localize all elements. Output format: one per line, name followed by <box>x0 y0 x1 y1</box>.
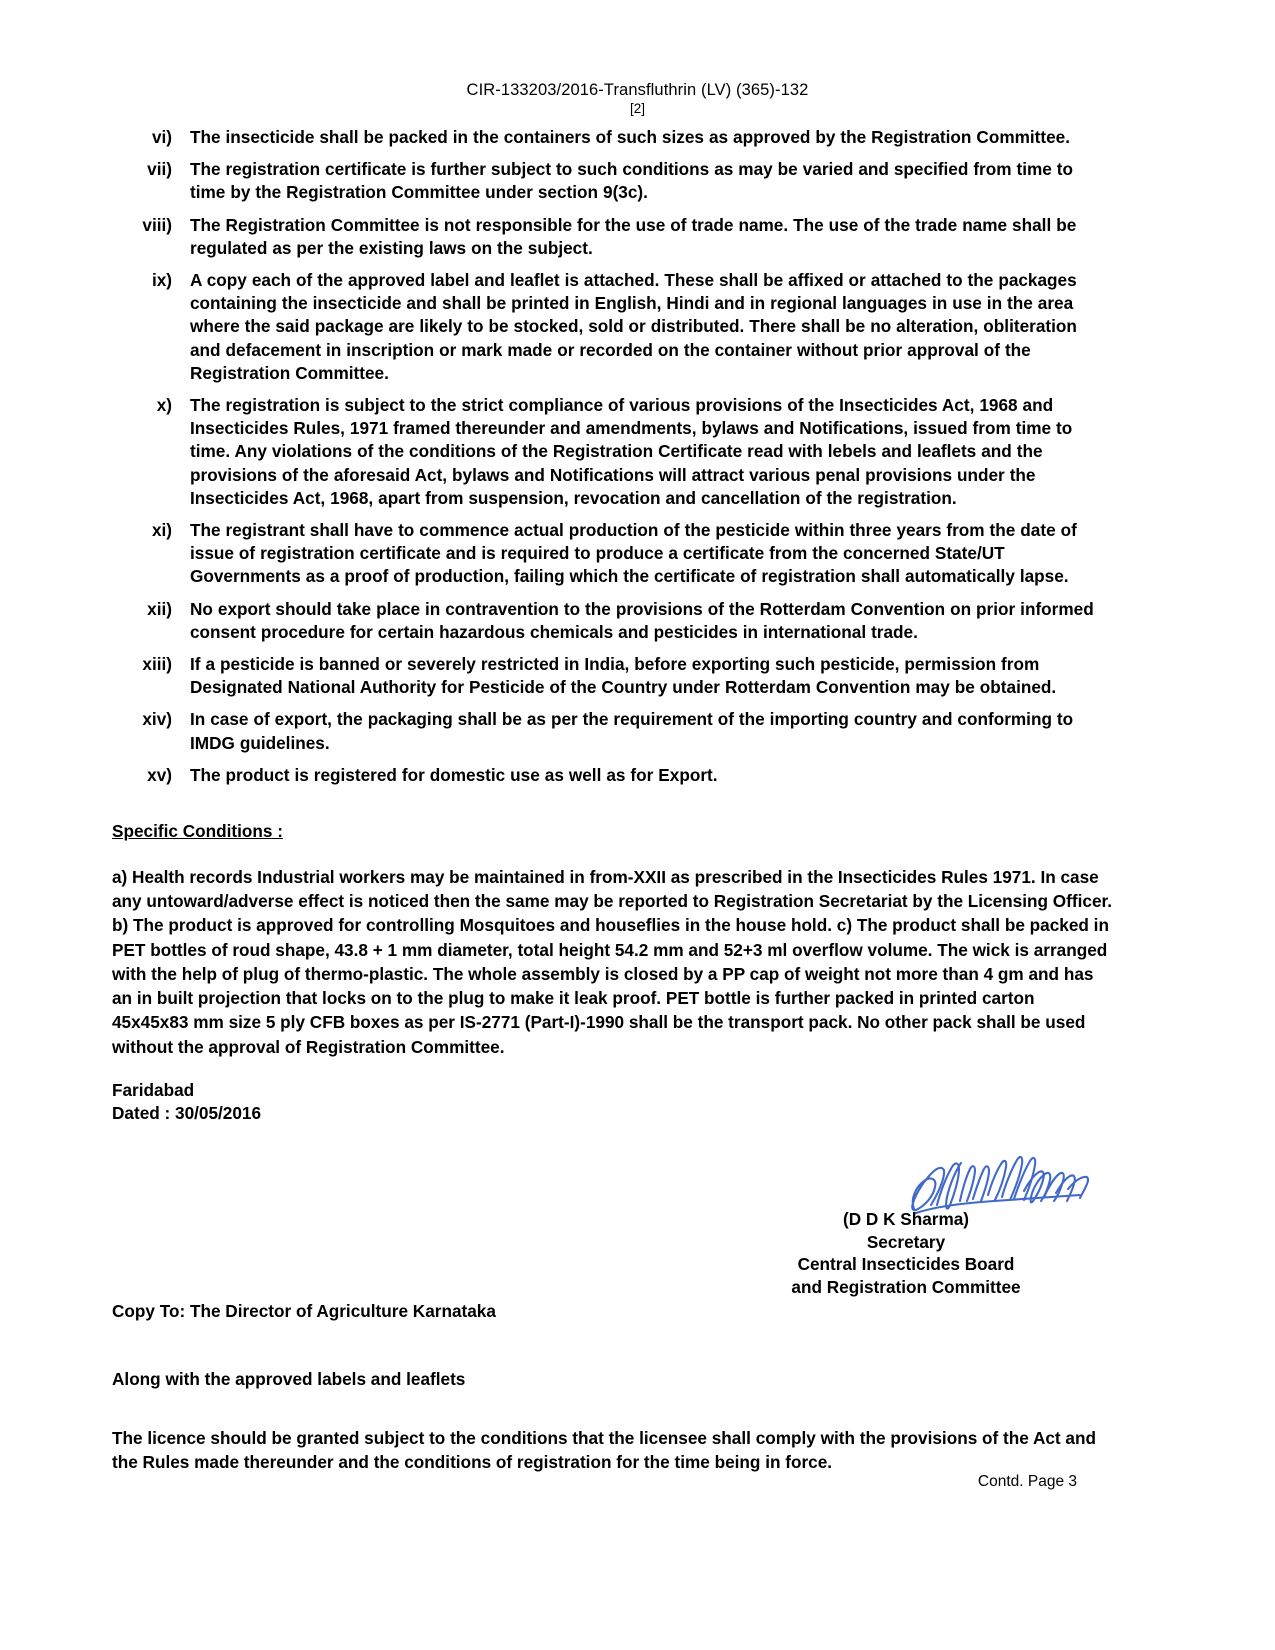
signatory-org-line-1: Central Insecticides Board <box>797 1254 1015 1275</box>
specific-conditions-body: a) Health records Industrial workers may be maintained in from-XXII as prescribed in the Insecticides Rules 1971. In case any untoward/adverse effect is noticed then the same may be reported to Registration Secretariat by the Licensing Officer. b) The product is approved for controlling Mosquitoes and houseflies in the house hold. c) The product shall be packed in PET bottles of roud shape, 43.8 + 1 mm diameter, total height 54.2 mm and 52+3 ml overflow volume. The wick is arranged with the help of plug of thermo-plastic. The whole assembly is closed by a PP cap of weight not more than 4 gm and has an in built projection that locks on to the plug to make it leak proof. PET bottle is further packed in printed carton 45x45x83 mm size 5 ply CFB boxes as per IS-2771 (Part-I)-1990 shall be the transport pack. No other pack shall be used without the approval of Registration Committee. <box>112 867 1113 1057</box>
signatory-org-line-2: and Registration Committee <box>791 1276 1021 1297</box>
clause-item-xiv <box>112 708 1112 754</box>
clause-number: xv) <box>147 764 172 785</box>
signatory-name: (D D K Sharma) <box>842 1209 970 1229</box>
clause-text: If a pesticide is banned or severely restricted in India, before exporting such pesticide, permission from Designated National Authority for Pesticide of the Country under Rotterdam Convention may be obtained. <box>190 654 1057 698</box>
clause-text: The product is registered for domestic use as well as for Export. <box>190 764 718 785</box>
page-number-marker: [2] <box>629 101 645 116</box>
document-reference-header: CIR-133203/2016-Transfluthrin (LV) (365)-132 <box>466 81 809 99</box>
clause-number: ix) <box>151 270 172 291</box>
copy-to-line: Copy To: The Director of Agriculture Karnataka <box>112 1301 496 1321</box>
clause-text: The Registration Committee is not responsible for the use of trade name. The use of the trade name shall be regulated as per the existing laws on the subject. <box>190 214 1077 258</box>
clause-text: In case of export, the packaging shall be as per the requirement of the importing country and conforming to IMDG guidelines. <box>190 709 1074 753</box>
clause-number: vii) <box>147 159 172 180</box>
clause-number: xi) <box>151 520 172 541</box>
clause-number: xiv) <box>142 709 172 730</box>
issuance-date: Dated : 30/05/2016 <box>112 1103 262 1124</box>
clause-item-ix <box>112 269 1112 385</box>
clause-number: vi) <box>151 127 172 147</box>
clause-item-xiii <box>112 653 1112 699</box>
closing-notes <box>112 1300 1112 1474</box>
clause-number: xii) <box>147 598 172 619</box>
page-footer: Contd. Page 3 <box>977 1473 1077 1490</box>
clause-item-xi <box>112 519 1112 589</box>
clause-text: No export should take place in contravention to the provisions of the Rotterdam Convention on prior informed consent procedure for certain hazardous chemicals and pesticides in international trade. <box>190 598 1094 642</box>
specific-conditions-section <box>112 796 1112 1059</box>
issuance-block <box>112 1079 1112 1126</box>
clause-text: A copy each of the approved label and leaflet is attached. These shall be affixed or attached to the packages containing the insecticide and shall be printed in English, Hindi and in regional languages in use in the area where the said package are likely to be stocked, sold or distributed. There shall be no alteration, obliteration and defacement in inscription or mark made or recorded on the container without prior approval of the Registration Committee. <box>190 270 1077 383</box>
clause-item-x <box>112 394 1112 510</box>
conditions-list <box>112 126 1112 787</box>
clause-item-xii <box>112 598 1112 644</box>
clause-number: xiii) <box>142 654 172 675</box>
clause-item-xv <box>112 764 1112 787</box>
clause-text: The insecticide shall be packed in the containers of such sizes as approved by the Registration Committee. <box>190 127 1070 147</box>
clause-item-vi <box>112 126 1112 149</box>
specific-conditions-heading: Specific Conditions : <box>112 821 283 842</box>
clause-text: The registration certificate is further subject to such conditions as may be varied and specified from time to time by the Registration Committee under section 9(3c). <box>190 159 1074 203</box>
document-body <box>112 126 1112 1126</box>
signatory-block <box>700 1208 1112 1298</box>
clause-item-viii <box>112 214 1112 260</box>
clause-number: viii) <box>142 214 172 235</box>
clause-number: x) <box>156 395 172 416</box>
licence-note: The licence should be granted subject to the conditions that the licensee shall comply with the provisions of the Act and the Rules made thereunder and the conditions of registration for the time being in force. <box>112 1428 1096 1472</box>
enclosure-line: Along with the approved labels and leaflets <box>112 1368 466 1389</box>
issuance-place: Faridabad <box>112 1079 195 1100</box>
clause-text: The registration is subject to the strict compliance of various provisions of the Insecticides Act, 1968 and Insecticides Rules, 1971 framed thereunder and amendments, bylaws and Notifications, issued from time to time. Any violations of the conditions of the Registration Certificate read with lebels and leaflets and the provisions of the aforesaid Act, bylaws and Notifications will attract various penal provisions under the Insecticides Act, 1968, apart from suspension, revocation and cancellation of the registration. <box>190 395 1073 508</box>
signatory-designation: Secretary <box>866 1231 946 1252</box>
clause-text: The registrant shall have to commence actual production of the pesticide within three years from the date of issue of registration certificate and is required to produce a certificate from the concerned State/UT Governments as a proof of production, failing which the certificate of registration shall automatically lapse. <box>190 520 1077 587</box>
clause-item-vii <box>112 158 1112 204</box>
